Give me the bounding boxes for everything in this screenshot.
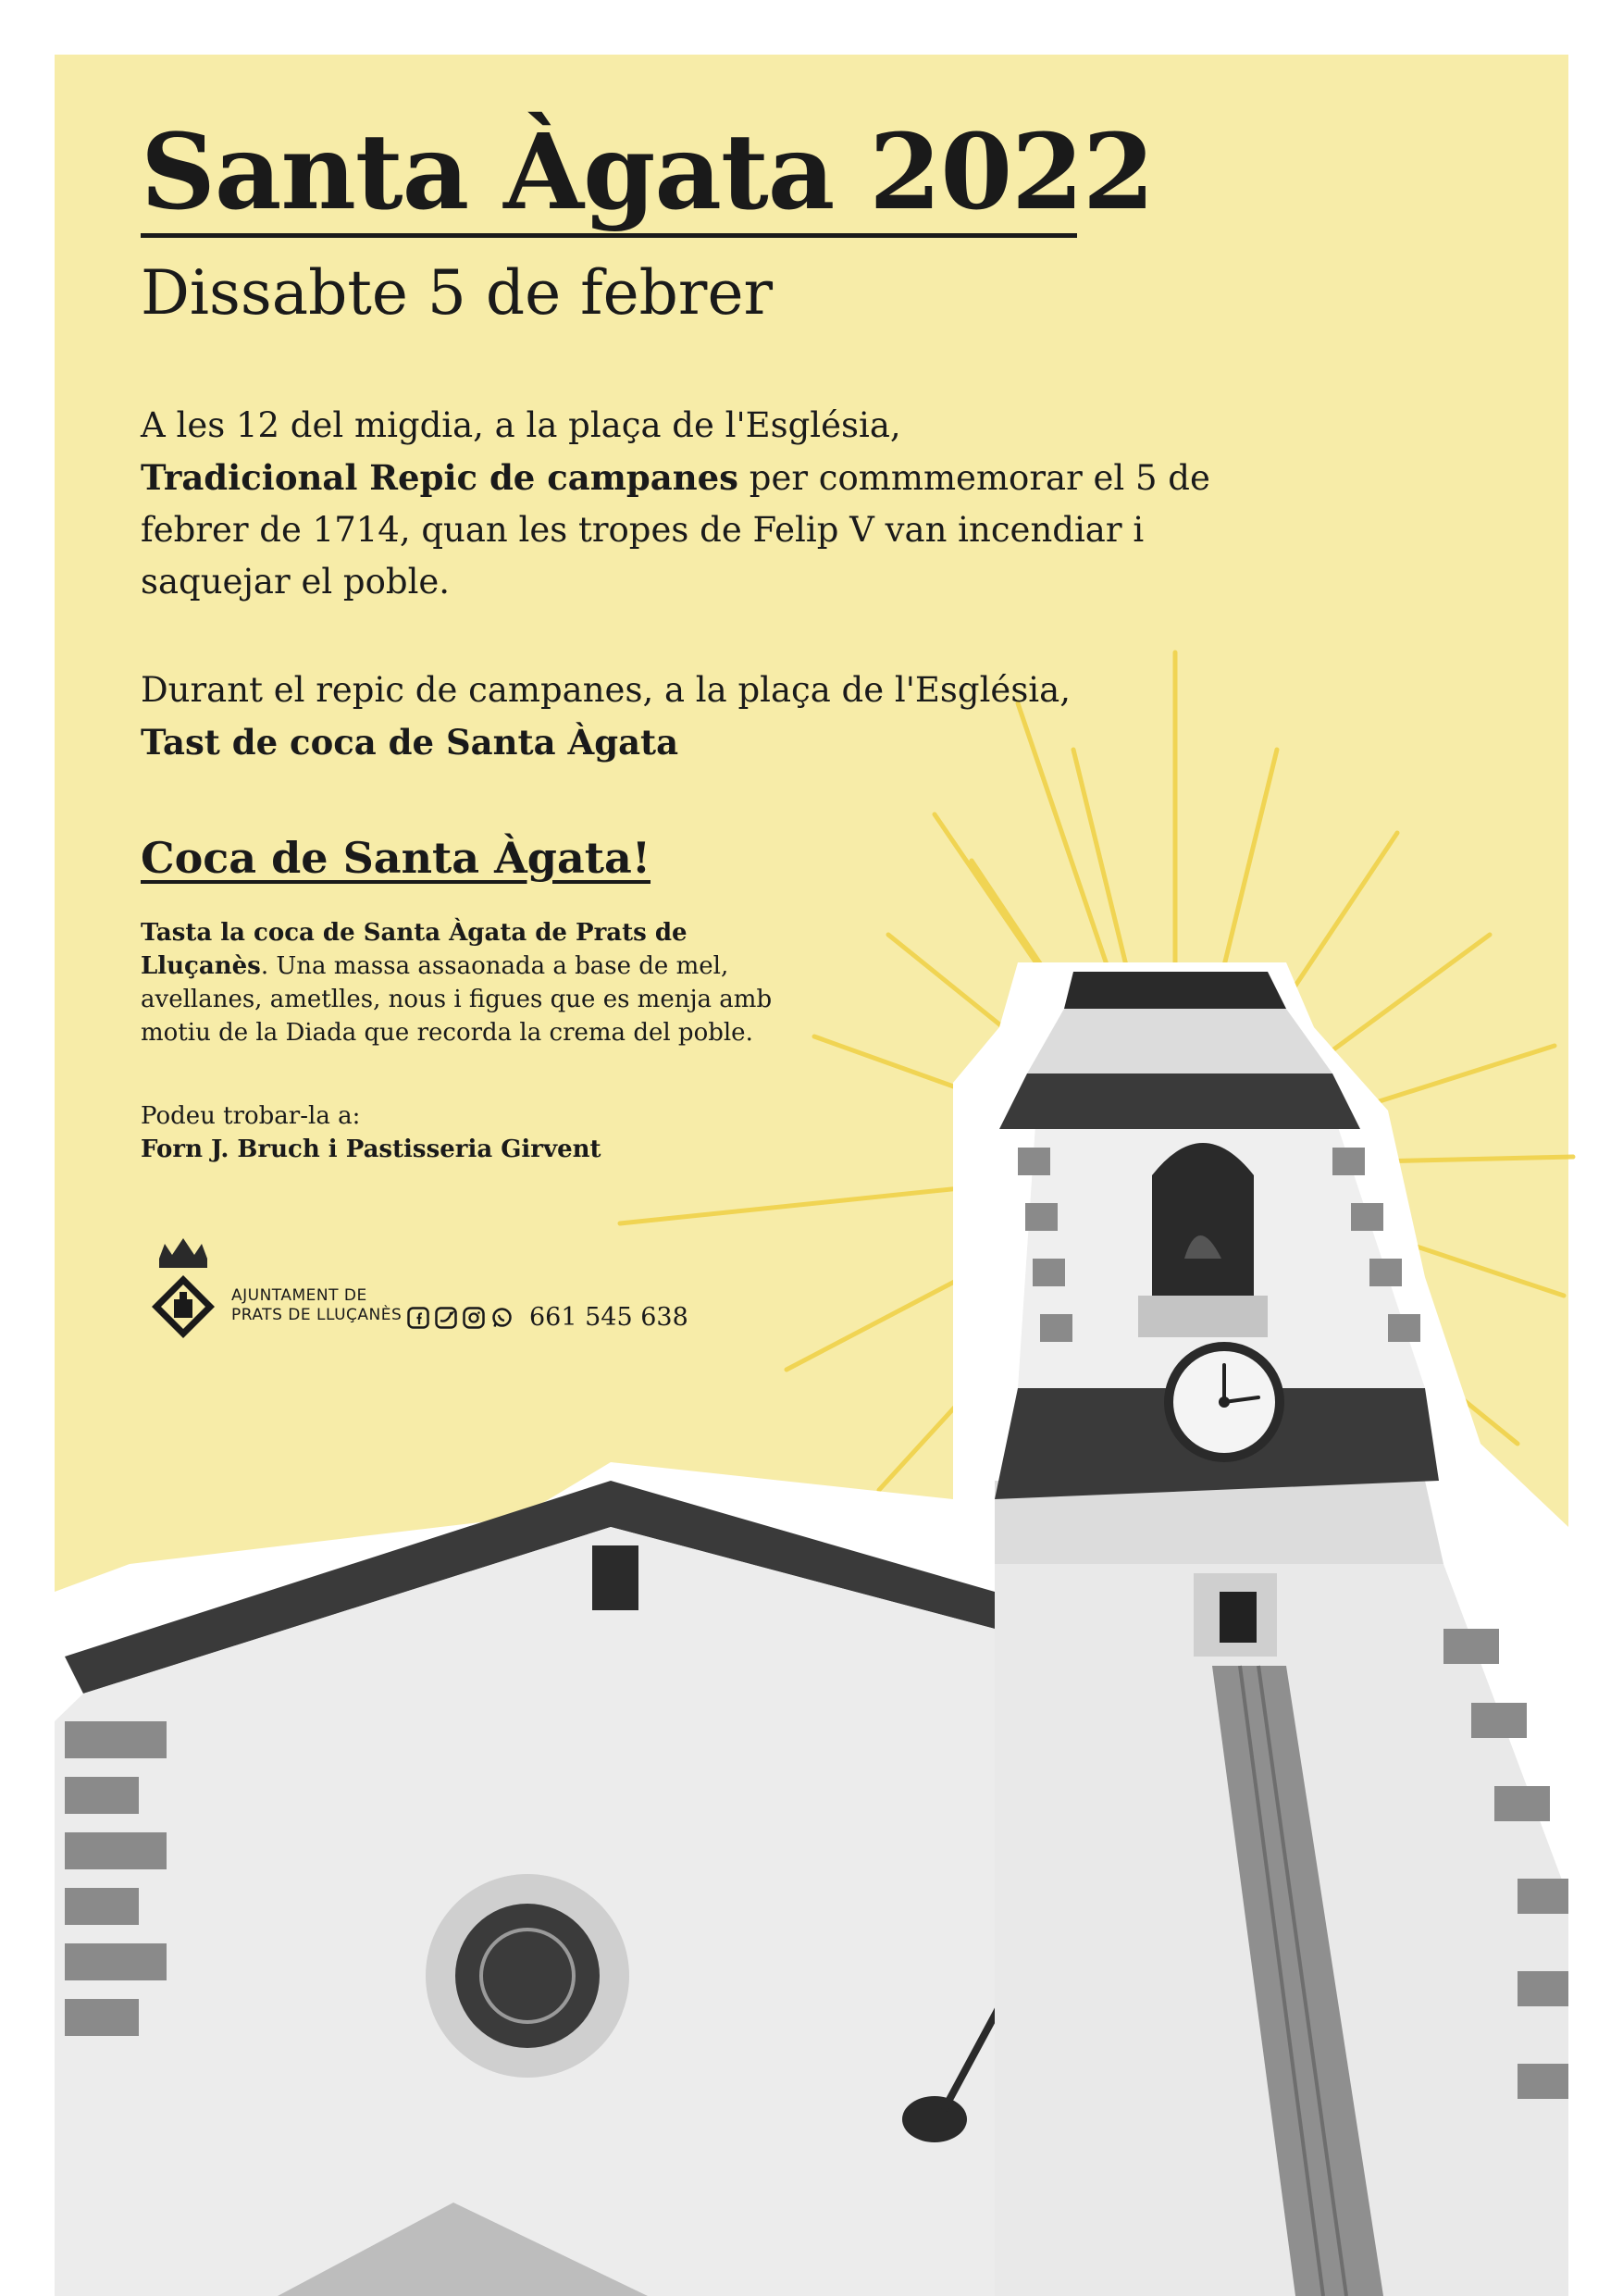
event-tast-paragraph <box>141 664 1233 769</box>
coca-where <box>141 1099 788 1166</box>
coca-heading: Coca de Santa Àgata! <box>141 833 651 883</box>
ajuntament-line1: AJUNTAMENT DE <box>231 1286 367 1305</box>
twitter-icon[interactable] <box>435 1307 457 1329</box>
instagram-icon[interactable] <box>463 1307 485 1329</box>
event-date: Dissabte 5 de febrer <box>141 257 774 329</box>
town-crest-logo <box>146 1231 220 1342</box>
whatsapp-icon[interactable] <box>490 1307 513 1329</box>
repic-details: per commmemorar el 5 de febrer de 1714, quan les tropes de Felip V van incendiar i saquejar el poble. <box>141 458 1210 602</box>
ajuntament-name <box>231 1286 402 1325</box>
tast-intro: Durant el repic de campanes, a la plaça de l'Església, <box>141 670 1071 710</box>
facebook-icon[interactable] <box>407 1307 429 1329</box>
coca-text: . Una massa assaonada a base de mel, avellanes, ametlles, nous i figues que es menja amb motiu de la Diada que recorda la crema del poble. <box>141 952 773 1047</box>
bell-arch <box>1152 1143 1254 1296</box>
phone-number[interactable]: 661 545 638 <box>529 1303 688 1332</box>
where-shops: Forn J. Bruch i Pastisseria Girvent <box>141 1136 601 1163</box>
tast-highlight: Tast de coca de Santa Àgata <box>141 722 679 763</box>
ajuntament-line2: PRATS DE LLUÇANÈS <box>231 1306 403 1324</box>
repic-highlight: Tradicional Repic de campanes <box>141 457 739 498</box>
gable-window <box>592 1545 638 1610</box>
street-lamp <box>902 2096 967 2142</box>
where-label: Podeu trobar-la a: <box>141 1102 361 1130</box>
repic-intro: A les 12 del migdia, a la plaça de l'Església, <box>141 405 901 445</box>
coca-description <box>141 916 788 1049</box>
page-title: Santa Àgata 2022 <box>141 112 1154 233</box>
event-repic-paragraph <box>141 400 1270 608</box>
rose-window <box>455 1904 600 2048</box>
social-contact <box>407 1303 688 1332</box>
title-underline <box>141 233 1077 238</box>
coca-bold: Tasta la coca de Santa Àgata de Prats de Lluçanès <box>141 919 688 980</box>
